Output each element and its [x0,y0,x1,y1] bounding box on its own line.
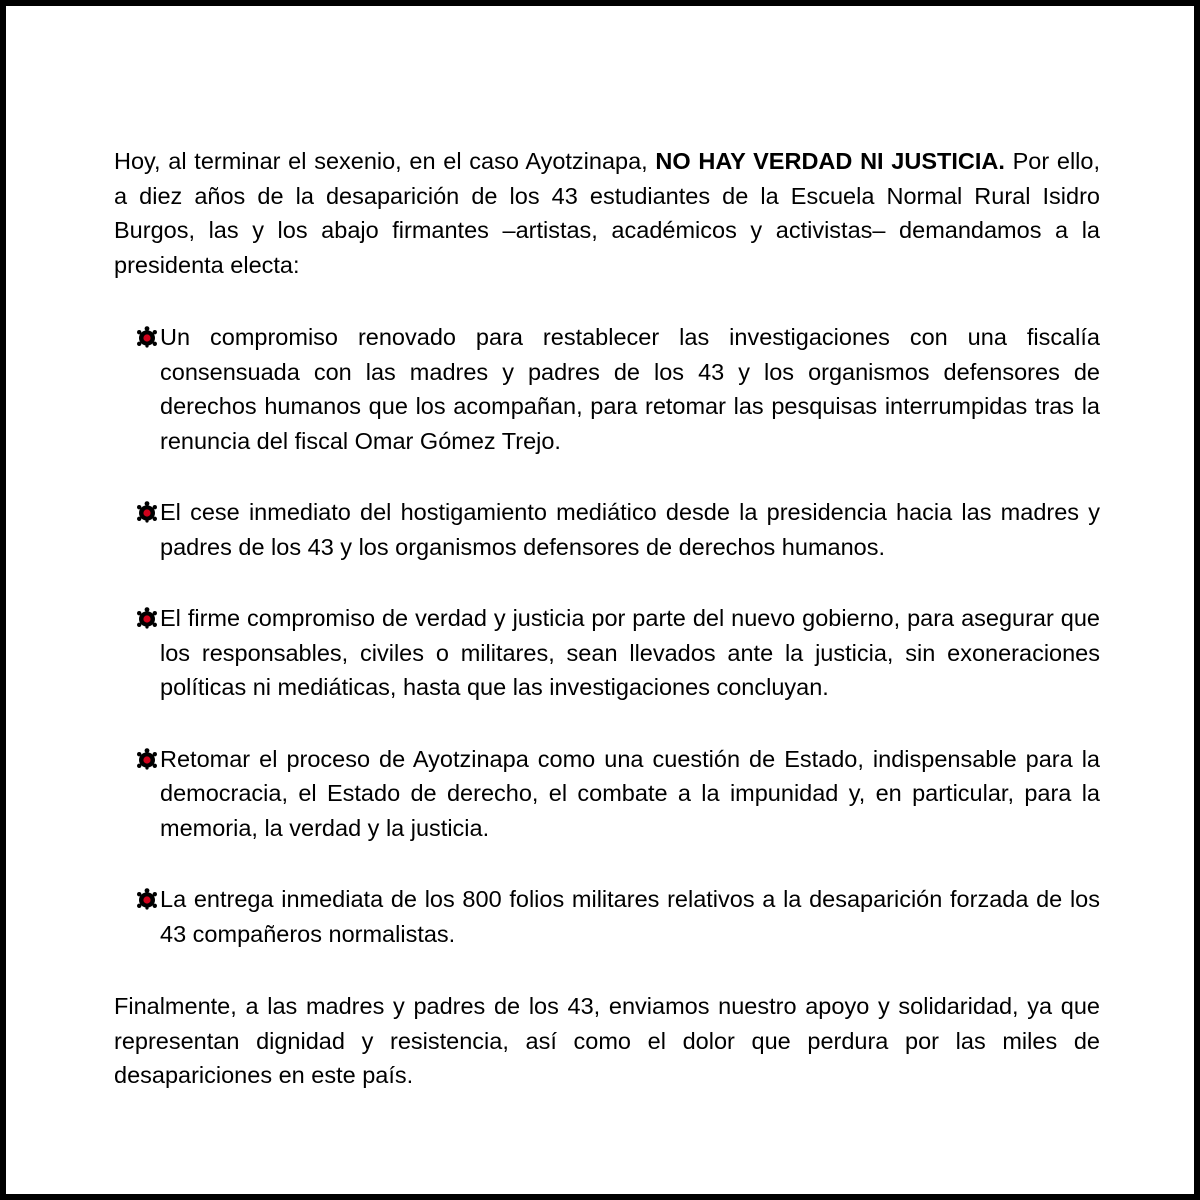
intro-rest: Por ello, a diez años de la desaparición de los 43 estudiantes de la Escuela Normal Rural Isidro Burgos, las y los abajo firmantes –artistas, académicos y activistas– demandamos a la presidenta electa: [114,148,1101,278]
turtle-bullet-icon [136,326,158,348]
list-item [160,601,1100,705]
intro-lead: Hoy, al terminar el sexenio, en el caso Ayotzinapa, [114,148,656,174]
demand-text: El cese inmediato del hostigamiento mediático desde la presidencia hacia las madres y padres de los 43 y los organismos defensores de derechos humanos. [160,499,1100,560]
demand-text: Un compromiso renovado para restablecer las investigaciones con una fiscalía consensuada con las madres y padres de los 43 y los organismos defensores de derechos humanos que los acompañan, para retomar las pesquisas interrumpidas tras la renuncia del fiscal Omar Gómez Trejo. [160,324,1100,454]
demand-text: El firme compromiso de verdad y justicia por parte del nuevo gobierno, para asegurar que los responsables, civiles o militares, sean llevados ante la justicia, sin exoneraciones políticas ni mediáticas, hasta que las investigaciones concluyan. [160,605,1100,700]
list-item [160,495,1100,564]
turtle-bullet-icon [136,501,158,523]
turtle-bullet-icon [136,748,158,770]
intro-emphasis: NO HAY VERDAD NI JUSTICIA. [655,148,1005,174]
demand-text: Retomar el proceso de Ayotzinapa como una cuestión de Estado, indispensable para la democracia, el Estado de derecho, el combate a la impunidad y, en particular, para la memoria, la verdad y la justicia. [160,745,1100,841]
turtle-bullet-icon [136,607,158,629]
closing-paragraph: Finalmente, a las madres y padres de los 43, enviamos nuestro apoyo y solidaridad, ya que representan dignidad y resistencia, así como el dolor que perdura por las miles de desapariciones en este país. [114,993,1100,1088]
list-item [160,320,1100,458]
turtle-bullet-icon [136,888,158,910]
list-item [160,882,1100,951]
demand-text: La entrega inmediata de los 800 folios militares relativos a la desaparición forzada de los 43 compañeros normalistas. [160,886,1100,947]
list-item [160,742,1100,846]
intro-paragraph [114,144,1100,282]
demands-list [114,320,1100,951]
document-body [114,144,1100,1093]
